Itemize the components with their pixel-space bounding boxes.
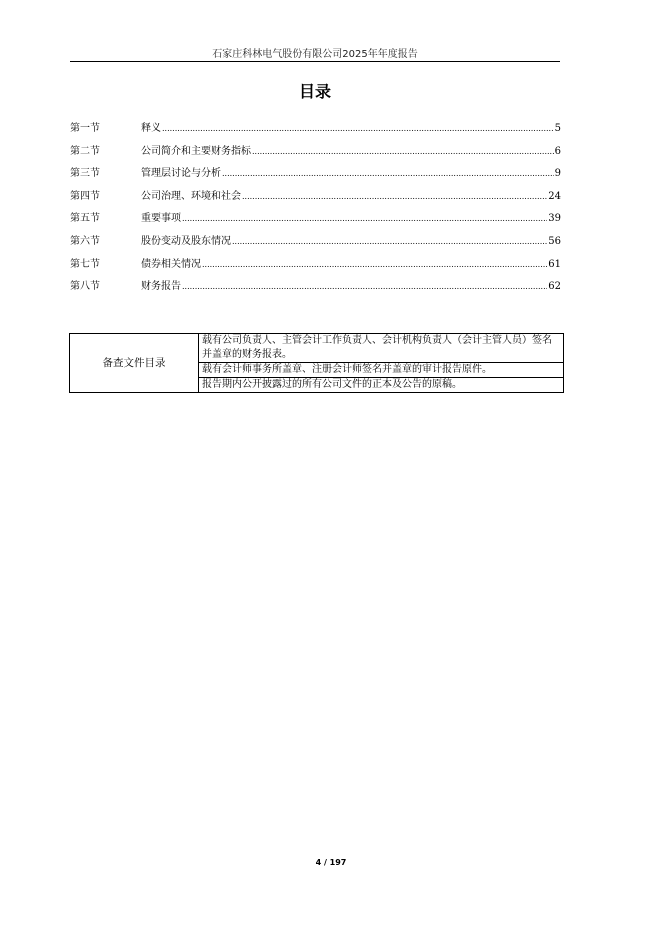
toc-item-page: 24 (548, 190, 561, 202)
toc-item-number: 第七节 (70, 258, 100, 270)
toc-item-section-1[interactable] (70, 119, 561, 142)
toc-dot-leader (182, 282, 547, 291)
toc-item-section-4[interactable] (70, 187, 561, 210)
toc-item-number: 第五节 (70, 213, 100, 225)
toc-item-title: 公司治理、环境和社会 (141, 190, 241, 202)
toc-item-section-2[interactable] (70, 142, 561, 165)
toc-item-number: 第八节 (70, 281, 100, 293)
toc-item-number: 第六节 (70, 235, 100, 247)
reference-documents-table (69, 333, 564, 393)
toc-dot-leader (162, 124, 554, 133)
reference-document-item: 载有公司负责人、主管会计工作负责人、会计机构负责人（会计主管人员）签名并盖章的财务报表。 (199, 334, 564, 363)
toc-dot-leader (202, 260, 547, 269)
reference-document-item: 载有会计师事务所盖章、注册会计师签名并盖章的审计报告原件。 (199, 363, 564, 378)
toc-item-number: 第二节 (70, 145, 100, 157)
toc-dot-leader (242, 192, 547, 201)
toc-item-section-7[interactable] (70, 255, 561, 278)
toc-heading: 目录 (298, 82, 331, 101)
toc-item-page: 39 (548, 213, 561, 225)
toc-item-title: 公司简介和主要财务指标 (141, 145, 251, 157)
toc-dot-leader (222, 169, 554, 178)
toc-item-number: 第三节 (70, 168, 100, 180)
table-of-contents (70, 119, 561, 300)
toc-item-section-5[interactable] (70, 209, 561, 232)
toc-item-page: 56 (548, 235, 561, 247)
toc-item-title: 债券相关情况 (141, 258, 201, 270)
toc-item-page: 62 (548, 281, 561, 293)
toc-item-page: 6 (554, 145, 561, 157)
toc-dot-leader (252, 147, 554, 156)
document-header: 石家庄科林电气股份有限公司2025年年度报告 (212, 49, 418, 60)
reference-documents-label: 备查文件目录 (70, 334, 199, 393)
toc-item-title: 股份变动及股东情况 (141, 235, 231, 247)
toc-item-section-3[interactable] (70, 164, 561, 187)
toc-item-section-6[interactable] (70, 232, 561, 255)
toc-item-title: 管理层讨论与分析 (141, 168, 221, 180)
toc-item-title: 财务报告 (141, 281, 181, 293)
toc-item-title: 重要事项 (141, 213, 181, 225)
toc-item-page: 5 (554, 123, 561, 134)
toc-item-page: 9 (554, 168, 561, 180)
toc-item-page: 61 (548, 258, 561, 270)
table-row (70, 334, 564, 363)
toc-item-title: 释义 (141, 123, 161, 134)
toc-item-number: 第四节 (70, 190, 100, 202)
toc-item-section-8[interactable] (70, 277, 561, 300)
toc-dot-leader (182, 214, 547, 223)
toc-dot-leader (232, 237, 547, 246)
page-number: 4 / 197 (315, 858, 347, 867)
reference-document-item: 报告期内公开披露过的所有公司文件的正本及公告的原稿。 (199, 378, 564, 393)
header-divider (70, 61, 560, 62)
toc-item-number: 第一节 (70, 123, 100, 134)
